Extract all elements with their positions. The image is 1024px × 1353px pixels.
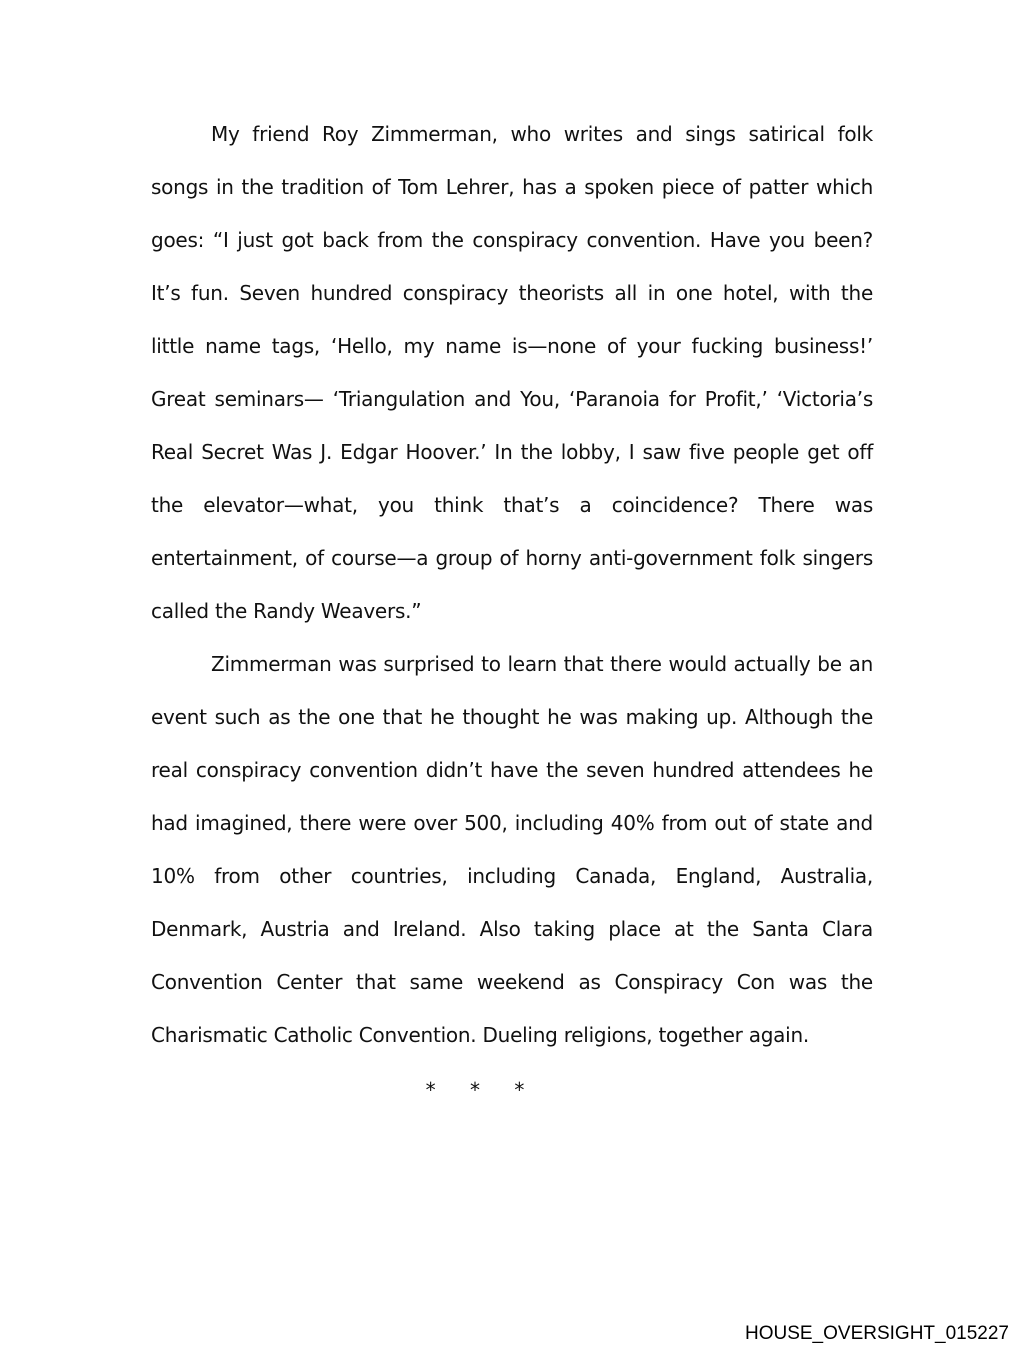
paragraph-conspiracy-convention: Zimmerman was surprised to learn that there would actually be an event such as the one that he thought he was making up. Although the real conspiracy convention didn’t have the seven hundred attendees he had imagined, there were over 500, including 40% from out of state and 10% from other countries, including Canada, England, Australia, Denmark, Austria and Ireland. Also taking place at the Santa Clara Convention Center that same weekend as Conspiracy Con was the Charismatic Catholic Convention. Dueling religions, together again. [151, 652, 873, 1047]
body-text [151, 108, 873, 1062]
bates-number: HOUSE_OVERSIGHT_015227 [744, 1323, 1009, 1344]
section-break-asterisks: * * * [425, 1078, 539, 1102]
paragraph-roy-zimmerman: My friend Roy Zimmerman, who writes and sings satirical folk songs in the tradition of Tom Lehrer, has a spoken piece of patter which goes: “I just got back from the conspiracy convention. Have you been? It’s fun. Seven hundred conspiracy theorists all in one hotel, with the little name tags, ‘Hello, my name is—none of your fucking business!’ Great seminars— ‘Triangulation and You, ‘Paranoia for Profit,’ ‘Victoria’s Real Secret Was J. Edgar Hoover.’ In the lobby, I saw five people get off the elevator—what, you think that’s a coincidence? There was entertainment, of course—a group of horny anti-government folk singers called the Randy Weavers.” [151, 122, 873, 623]
section-break [0, 1064, 1024, 1117]
